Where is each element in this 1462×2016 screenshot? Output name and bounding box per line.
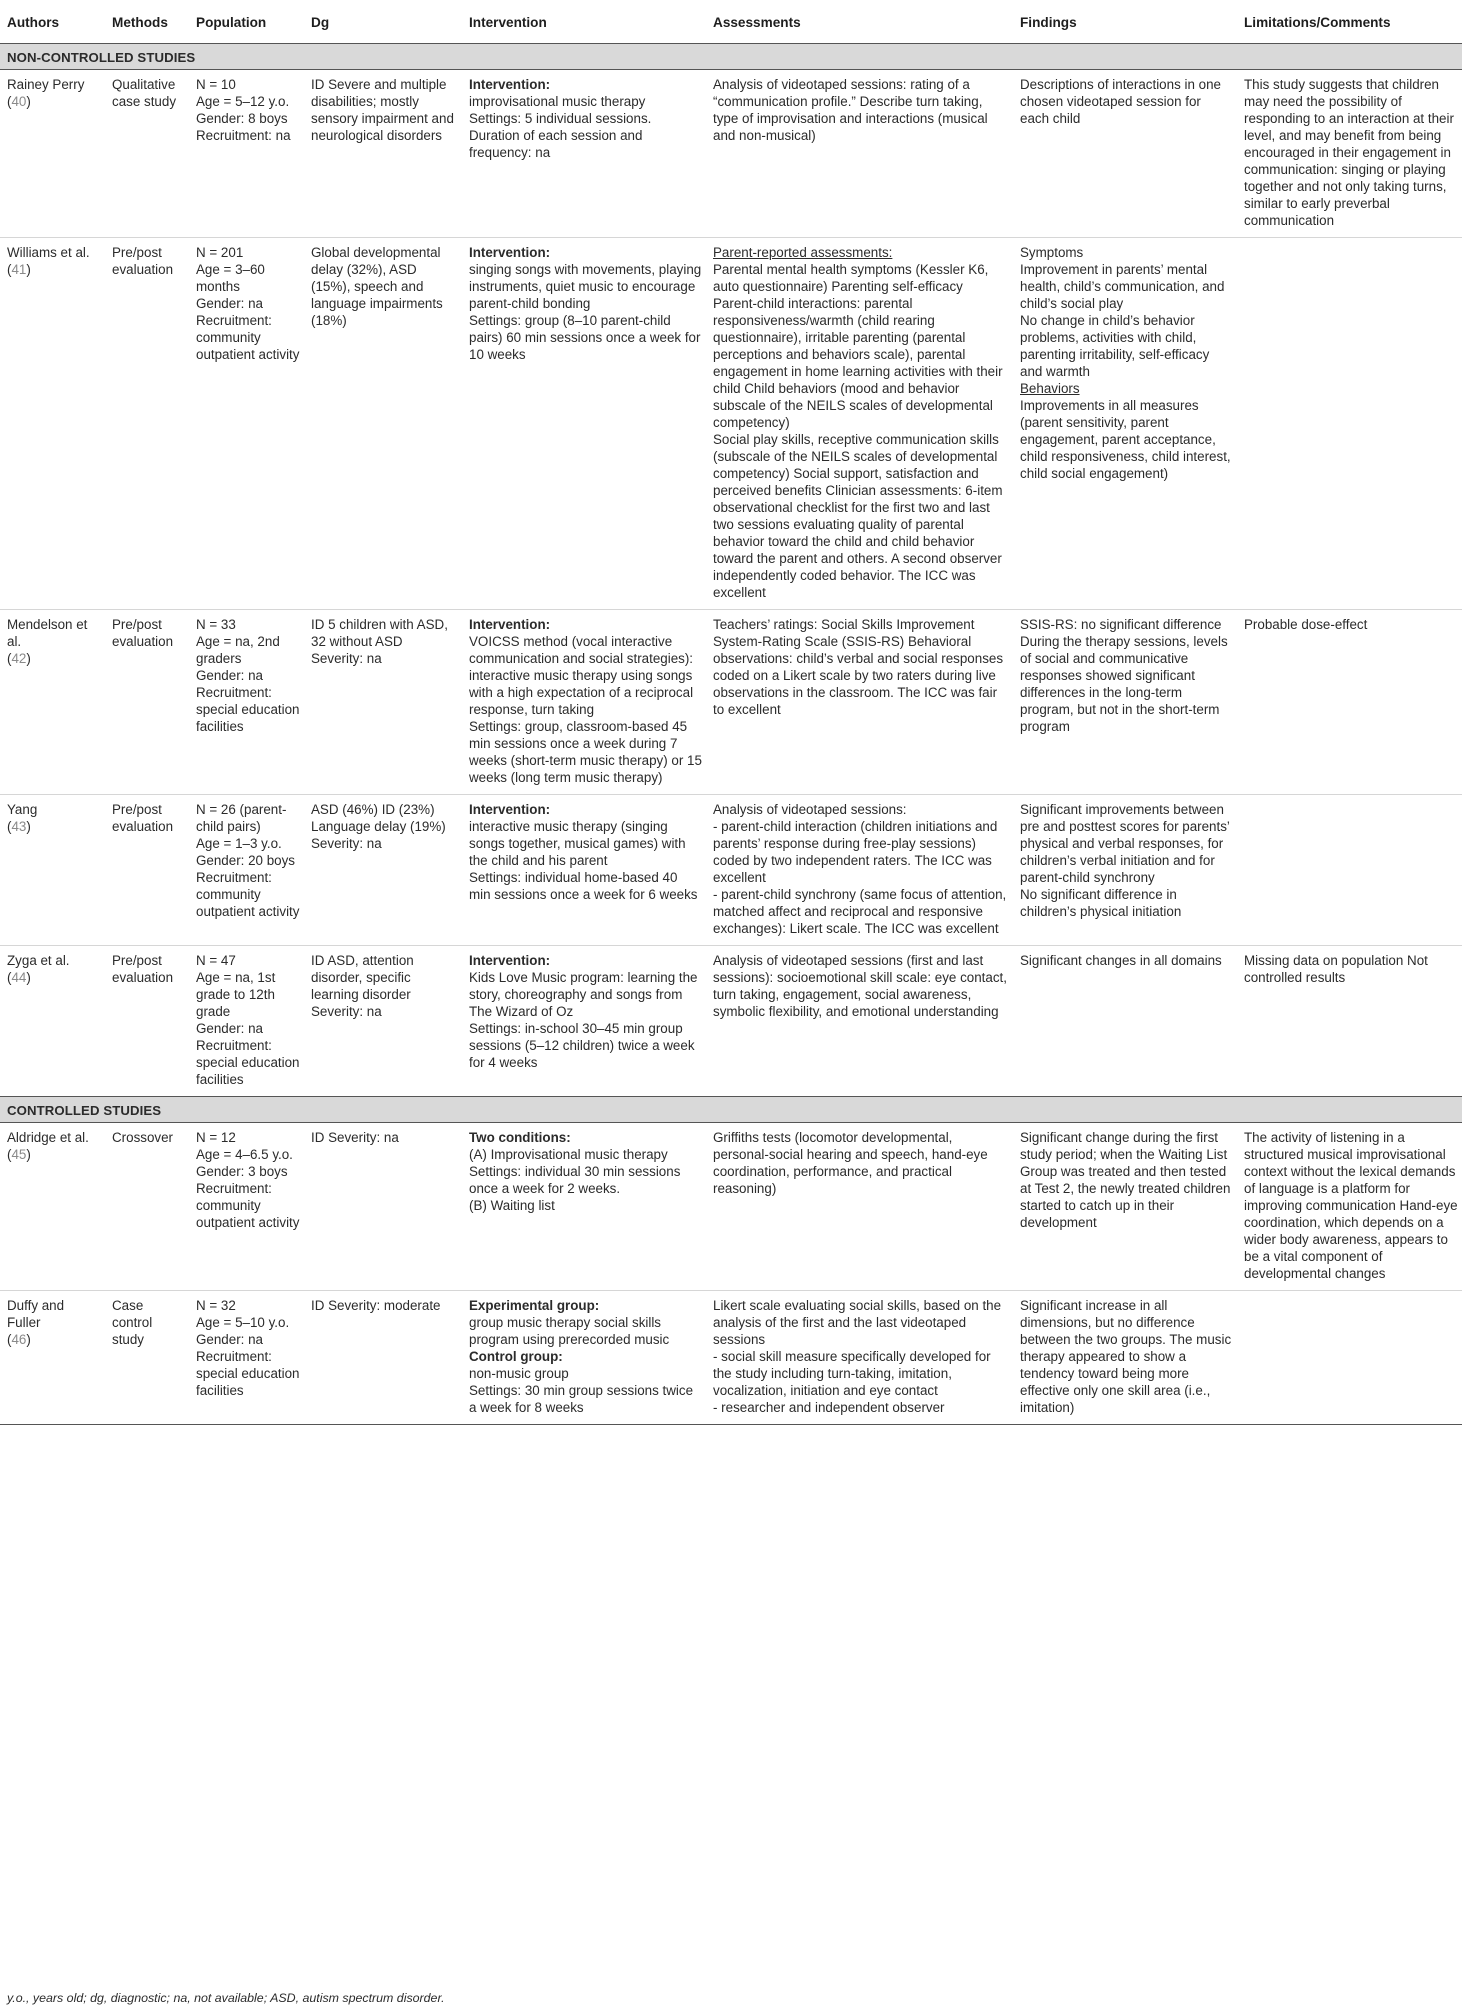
intervention-text: non-music group xyxy=(469,1366,569,1381)
cell-intervention xyxy=(462,946,706,1097)
findings-line: Significant changes in all domains xyxy=(1020,953,1222,968)
intervention-line: Intervention: xyxy=(469,617,551,632)
findings-line: Symptoms xyxy=(1020,245,1084,260)
cell-limitations xyxy=(1237,795,1462,946)
population-line: Gender: 8 boys xyxy=(196,111,288,126)
cell-findings xyxy=(1013,946,1237,1097)
cell-population xyxy=(189,70,304,238)
cell-authors: Yang (43) xyxy=(0,795,105,946)
table-footnote: y.o., years old; dg, diagnostic; na, not available; ASD, autism spectrum disorder. xyxy=(7,1991,445,2005)
author-reference-link: 42 xyxy=(11,651,27,666)
cell-intervention xyxy=(462,238,706,610)
assessments-line: Parent-reported assessments: xyxy=(713,245,893,260)
intervention-line: Settings: individual home-based 40 min sessions once a week for 6 weeks xyxy=(469,870,698,902)
table-row xyxy=(0,1291,1462,1425)
cell-assessments xyxy=(706,946,1013,1097)
section-title: CONTROLLED STUDIES xyxy=(0,1097,1462,1123)
findings-line: Significant improvements between pre and posttest scores for parents’ physical and verbal responses, for children’s verbal initiation and for parent-child synchrony xyxy=(1020,802,1230,885)
author-reference-link: 43 xyxy=(11,819,27,834)
assessments-line: Analysis of videotaped sessions: xyxy=(713,802,907,817)
header-authors: Authors xyxy=(0,0,105,44)
intervention-line xyxy=(469,1348,702,1382)
cell-methods: Pre/post evaluation xyxy=(105,610,189,795)
author-name: Mendelson et al. xyxy=(7,617,88,649)
population-line: Gender: na xyxy=(196,668,263,683)
cell-authors: Zyga et al. (44) xyxy=(0,946,105,1097)
population-line: Age = 4–6.5 y.o. xyxy=(196,1147,293,1162)
population-line: Recruitment: special education facilities xyxy=(196,1038,300,1087)
intervention-line: Settings: in-school 30–45 min group sessions (5–12 children) twice a week for 4 weeks xyxy=(469,1021,695,1070)
cell-authors: Duffy and Fuller (46) xyxy=(0,1291,105,1425)
author-name: Yang xyxy=(7,802,38,817)
cell-population xyxy=(189,610,304,795)
findings-line: Improvement in parents’ mental health, child’s communication, and child’s social play xyxy=(1020,262,1225,311)
cell-methods: Crossover xyxy=(105,1123,189,1291)
section-header-row xyxy=(0,1097,1462,1123)
findings-line: Descriptions of interactions in one chosen videotaped session for each child xyxy=(1020,77,1221,126)
intervention-line: Intervention: xyxy=(469,802,551,817)
intervention-line: Settings: group (8–10 parent-child pairs) 60 min sessions once a week for 10 weeks xyxy=(469,313,701,362)
cell-findings xyxy=(1013,610,1237,795)
intervention-line: Settings: 5 individual sessions. Duration of each session and frequency: na xyxy=(469,111,652,160)
cell-assessments xyxy=(706,795,1013,946)
author-name: Rainey Perry xyxy=(7,77,85,92)
population-line: Gender: na xyxy=(196,296,263,311)
intervention-line: interactive music therapy (singing songs together, musical games) with the child and his parent xyxy=(469,819,686,868)
author-reference-link: 41 xyxy=(11,262,27,277)
cell-authors: Williams et al. (41) xyxy=(0,238,105,610)
cell-population xyxy=(189,795,304,946)
findings-line: Significant increase in all dimensions, but no difference between the two groups. The music therapy appeared to show a tendency toward being more effective only one skill area (i.e., imitation) xyxy=(1020,1298,1232,1415)
assessments-line: Likert scale evaluating social skills, based on the analysis of the first and the last videotaped sessions xyxy=(713,1298,1002,1347)
table-row xyxy=(0,946,1462,1097)
section-title: NON-CONTROLLED STUDIES xyxy=(0,44,1462,70)
findings-line: Significant change during the first study period; when the Waiting List Group was treated and then tested at Test 2, the newly treated children started to catch up in their development xyxy=(1020,1130,1231,1230)
findings-line: No change in child’s behavior problems, activities with child, parenting irritability, self-efficacy and warmth xyxy=(1020,313,1210,379)
population-line: Recruitment: community outpatient activity xyxy=(196,1181,300,1230)
population-line: Recruitment: community outpatient activity xyxy=(196,870,300,919)
cell-population xyxy=(189,1291,304,1425)
cell-intervention xyxy=(462,1291,706,1425)
population-line: N = 10 xyxy=(196,77,236,92)
table-row xyxy=(0,238,1462,610)
cell-methods: Pre/post evaluation xyxy=(105,238,189,610)
cell-authors: Mendelson et al. (42) xyxy=(0,610,105,795)
intervention-label: Control group: xyxy=(469,1349,563,1364)
author-name: Duffy and Fuller xyxy=(7,1298,65,1330)
cell-intervention xyxy=(462,610,706,795)
cell-dg: ID Severity: na xyxy=(304,1123,462,1291)
intervention-line: group music therapy social skills program using prerecorded music xyxy=(469,1315,670,1347)
table-body xyxy=(0,44,1462,1425)
cell-intervention xyxy=(462,1123,706,1291)
cell-dg: ID ASD, attention disorder, specific learning disorder Severity: na xyxy=(304,946,462,1097)
population-line: Recruitment: special education facilities xyxy=(196,685,300,734)
cell-limitations: Probable dose-effect xyxy=(1237,610,1462,795)
population-line: Age = 3–60 months xyxy=(196,262,265,294)
cell-authors: Aldridge et al. (45) xyxy=(0,1123,105,1291)
header-row xyxy=(0,0,1462,44)
cell-methods: Case control study xyxy=(105,1291,189,1425)
cell-dg: ASD (46%) ID (23%) Language delay (19%) Severity: na xyxy=(304,795,462,946)
author-name: Aldridge et al. xyxy=(7,1130,89,1145)
cell-limitations xyxy=(1237,1291,1462,1425)
header-dg: Dg xyxy=(304,0,462,44)
population-line: Gender: 20 boys xyxy=(196,853,296,868)
cell-population xyxy=(189,238,304,610)
cell-assessments xyxy=(706,70,1013,238)
intervention-line: Two conditions: xyxy=(469,1130,571,1145)
population-line: Age = 1–3 y.o. xyxy=(196,836,282,851)
population-line: Age = 5–10 y.o. xyxy=(196,1315,290,1330)
intervention-line: singing songs with movements, playing instruments, quiet music to encourage parent-child bonding xyxy=(469,262,702,311)
cell-assessments xyxy=(706,610,1013,795)
cell-intervention xyxy=(462,795,706,946)
intervention-line: Settings: individual 30 min sessions once a week for 2 weeks. xyxy=(469,1164,681,1196)
cell-findings xyxy=(1013,1291,1237,1425)
table-row xyxy=(0,795,1462,946)
author-reference-link: 45 xyxy=(11,1147,27,1162)
header-population: Population xyxy=(189,0,304,44)
cell-limitations: This study suggests that children may need the possibility of responding to an interaction at their level, and may benefit from being encouraged in their engagement in communication: singing or playing together and not only taking turns, similar to early preverbal communication xyxy=(1237,70,1462,238)
cell-assessments xyxy=(706,1291,1013,1425)
population-line: N = 201 xyxy=(196,245,244,260)
author-reference-link: 46 xyxy=(11,1332,27,1347)
intervention-line: Intervention: xyxy=(469,77,551,92)
assessments-line: Teachers’ ratings: Social Skills Improvement System-Rating Scale (SSIS-RS) Behavioral observations: child’s verbal and social responses coded on a Likert scale by two raters during live observations in the classroom. The ICC was fair to excellent xyxy=(713,617,1004,717)
assessments-line: Analysis of videotaped sessions: rating of a “communication profile.” Describe turn taking, type of improvisation and interactions (musical and non-musical) xyxy=(713,77,988,143)
population-line: Age = 5–12 y.o. xyxy=(196,94,290,109)
assessments-line: Analysis of videotaped sessions (first and last sessions): socioemotional skill scale: eye contact, turn taking, engagement, social awareness, symbolic flexibility, and emotional understanding xyxy=(713,953,1007,1019)
population-line: Gender: na xyxy=(196,1021,263,1036)
population-line: N = 33 xyxy=(196,617,236,632)
section-header-row xyxy=(0,44,1462,70)
cell-dg: ID Severe and multiple disabilities; mostly sensory impairment and neurological disorders xyxy=(304,70,462,238)
intervention-line: Kids Love Music program: learning the story, choreography and songs from The Wizard of Oz xyxy=(469,970,698,1019)
cell-dg: ID 5 children with ASD, 32 without ASD Severity: na xyxy=(304,610,462,795)
intervention-line: improvisational music therapy xyxy=(469,94,646,109)
intervention-line: Intervention: xyxy=(469,245,551,260)
assessments-line: Social play skills, receptive communication skills (subscale of the NEILS scales of developmental competency) Social support, satisfaction and perceived benefits Clinician assessments: 6-item observational checklist for the first two and last two sessions evaluating quality of parental behavior toward the child and child behavior toward the parent and others. A second observer independently coded behavior. The ICC was excellent xyxy=(713,432,1003,600)
population-line: N = 32 xyxy=(196,1298,236,1313)
findings-line: Improvements in all measures (parent sensitivity, parent engagement, parent acceptance, child responsiveness, child interest, child social engagement) xyxy=(1020,398,1231,481)
cell-findings xyxy=(1013,795,1237,946)
findings-line: During the therapy sessions, levels of social and communicative responses showed significant differences in the long-term program, but not in the short-term program xyxy=(1020,634,1228,734)
population-line: Recruitment: community outpatient activity xyxy=(196,313,300,362)
population-line: Gender: na xyxy=(196,1332,263,1347)
intervention-line: VOICSS method (vocal interactive communication and social strategies): interactive music therapy using songs with a high expectation of a reciprocal response, turn taking xyxy=(469,634,694,717)
cell-population xyxy=(189,1123,304,1291)
table-row xyxy=(0,610,1462,795)
population-line: Recruitment: na xyxy=(196,128,291,143)
cell-authors: Rainey Perry (40) xyxy=(0,70,105,238)
population-line: Age = na, 2nd graders xyxy=(196,634,280,666)
population-line: Age = na, 1st grade to 12th grade xyxy=(196,970,276,1019)
cell-dg: Global developmental delay (32%), ASD (15%), speech and language impairments (18%) xyxy=(304,238,462,610)
table-row xyxy=(0,1123,1462,1291)
header-intervention: Intervention xyxy=(462,0,706,44)
assessments-line: Parental mental health symptoms (Kessler K6, auto questionnaire) Parenting self-efficacy Parent-child interactions: parental responsiveness/warmth (child rearing questionnaire), irritable parenting (parental perceptions and behaviors scale), parental engagement in home learning activities with their child Child behaviors (mood and behavior subscale of the NEILS scales of developmental competency) xyxy=(713,262,1003,430)
population-line: Recruitment: special education facilities xyxy=(196,1349,300,1398)
cell-limitations: Missing data on population Not controlled results xyxy=(1237,946,1462,1097)
cell-assessments xyxy=(706,238,1013,610)
author-name: Zyga et al. xyxy=(7,953,70,968)
cell-methods: Pre/post evaluation xyxy=(105,795,189,946)
findings-line: Behaviors xyxy=(1020,381,1080,396)
population-line: N = 47 xyxy=(196,953,236,968)
assessments-line: - social skill measure specifically developed for the study including turn-taking, imitation, vocalization, initiation and eye contact xyxy=(713,1349,991,1398)
table-row xyxy=(0,70,1462,238)
intervention-line: Settings: group, classroom-based 45 min sessions once a week during 7 weeks (short-term music therapy) or 15 weeks (long term music therapy) xyxy=(469,719,702,785)
cell-dg: ID Severity: moderate xyxy=(304,1291,462,1425)
cell-limitations: The activity of listening in a structured musical improvisational context without the lexical demands of language is a platform for improving communication Hand-eye coordination, which depends on a wider body awareness, appears to be a vital component of developmental changes xyxy=(1237,1123,1462,1291)
cell-methods: Qualitative case study xyxy=(105,70,189,238)
cell-intervention xyxy=(462,70,706,238)
cell-population xyxy=(189,946,304,1097)
author-reference-link: 40 xyxy=(11,94,27,109)
assessments-line: - parent-child interaction (children initiations and parents’ response during free-play sessions) coded by two independent raters. The ICC was excellent xyxy=(713,819,998,885)
population-line: Gender: 3 boys xyxy=(196,1164,288,1179)
cell-methods: Pre/post evaluation xyxy=(105,946,189,1097)
population-line: N = 26 (parent-child pairs) xyxy=(196,802,287,834)
intervention-line: Experimental group: xyxy=(469,1298,600,1313)
header-assessments: Assessments xyxy=(706,0,1013,44)
intervention-line: Intervention: xyxy=(469,953,551,968)
cell-findings xyxy=(1013,238,1237,610)
cell-assessments xyxy=(706,1123,1013,1291)
population-line: N = 12 xyxy=(196,1130,236,1145)
findings-line: No significant difference in children’s physical initiation xyxy=(1020,887,1182,919)
intervention-line: (B) Waiting list xyxy=(469,1198,555,1213)
author-reference-link: 44 xyxy=(11,970,27,985)
header-limitations: Limitations/Comments xyxy=(1237,0,1462,44)
assessments-line: Griffiths tests (locomotor developmental, personal-social hearing and speech, hand-eye coordination, performance, and practical reasoning) xyxy=(713,1130,988,1196)
cell-limitations xyxy=(1237,238,1462,610)
author-name: Williams et al. xyxy=(7,245,90,260)
intervention-line: (A) Improvisational music therapy xyxy=(469,1147,668,1162)
findings-line: SSIS-RS: no significant difference xyxy=(1020,617,1222,632)
header-findings: Findings xyxy=(1013,0,1237,44)
cell-findings xyxy=(1013,70,1237,238)
assessments-line: - researcher and independent observer xyxy=(713,1400,945,1415)
assessments-line: - parent-child synchrony (same focus of attention, matched affect and reciprocal and responsive exchanges): Likert scale. The ICC was excellent xyxy=(713,887,1007,936)
header-methods: Methods xyxy=(105,0,189,44)
intervention-line: Settings: 30 min group sessions twice a week for 8 weeks xyxy=(469,1383,694,1415)
cell-findings xyxy=(1013,1123,1237,1291)
